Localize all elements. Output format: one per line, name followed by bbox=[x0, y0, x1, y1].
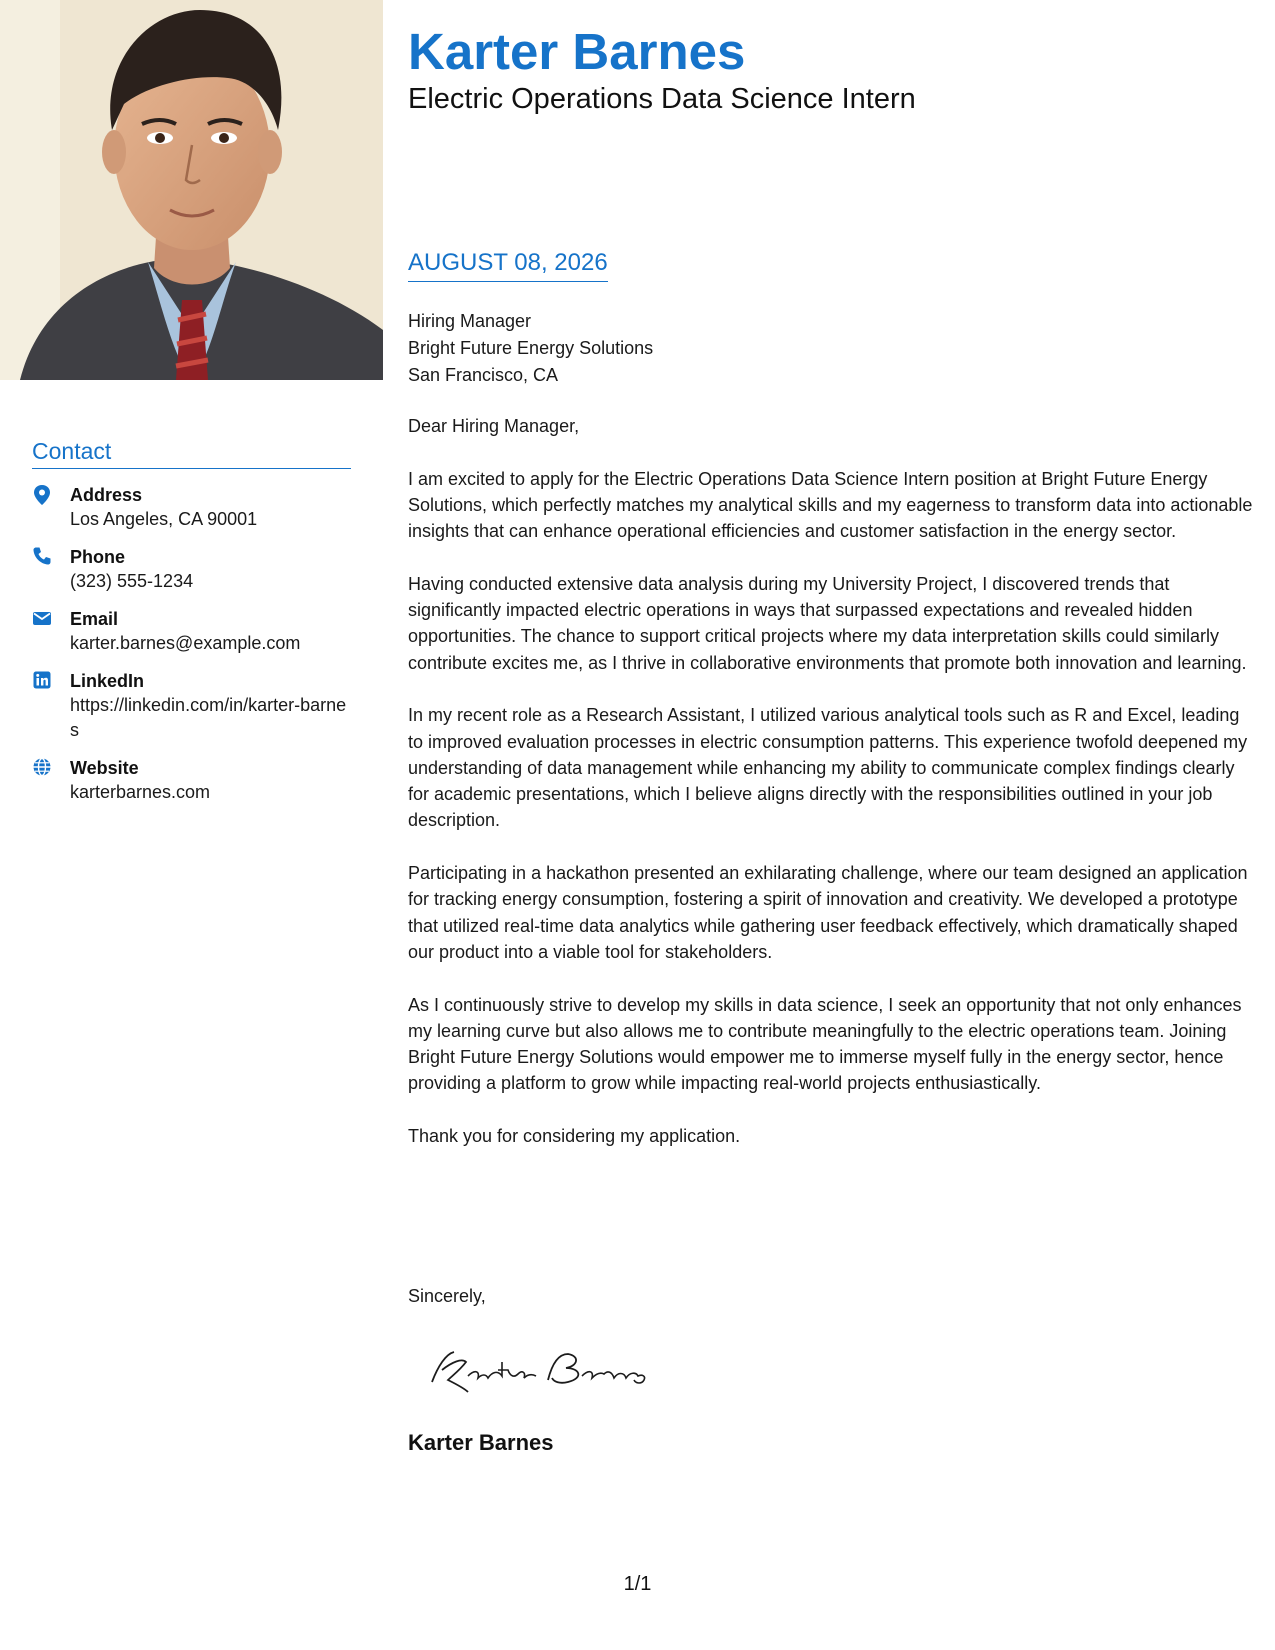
linkedin-icon bbox=[32, 669, 70, 690]
globe-icon bbox=[32, 756, 70, 777]
applicant-name: Karter Barnes bbox=[408, 23, 746, 80]
contact-item-address bbox=[32, 483, 351, 532]
recipient-line: Hiring Manager bbox=[408, 311, 532, 331]
recipient-block bbox=[408, 308, 653, 389]
contact-label: Address bbox=[70, 485, 143, 505]
contact-label: LinkedIn bbox=[70, 671, 145, 691]
handwritten-signature bbox=[418, 1340, 658, 1400]
letter-paragraph: In my recent role as a Research Assistant, I utilized various analytical tools such as R and Excel, leading to improved evaluation processes in electric consumption patterns. This experience twofold deepened my understanding of data management while enhancing my ability to communicate complex findings clearly for academic presentations, which I believe aligns directly with the responsibilities outlined in your job description. bbox=[408, 705, 1248, 831]
contact-heading: Contact bbox=[32, 438, 351, 469]
phone-value: (323) 555-1234 bbox=[70, 571, 194, 591]
job-title: Electric Operations Data Science Intern bbox=[408, 83, 916, 115]
letter-paragraph: As I continuously strive to develop my skills in data science, I seek an opportunity that not only enhances my learning curve but also allows me to contribute meaningfully to the electric operations team. Joining Bright Future Energy Solutions would empower me to immerse myself fully in the energy sector, hence providing a platform to grow while impacting real-world projects enthusiastically. bbox=[408, 994, 1242, 1094]
letter-date: AUGUST 08, 2026 bbox=[408, 249, 608, 282]
letter-paragraph: Having conducted extensive data analysis during my University Project, I discovered trends that significantly impacted electric operations in ways that surpassed expectations and revealed hidden opportunities. The chance to support critical projects where my data interpretation skills could similarly contribute excites me, as I thrive in collaborative environments that promote both innovation and learning. bbox=[408, 573, 1247, 673]
contact-label: Website bbox=[70, 758, 139, 778]
recipient-line: Bright Future Energy Solutions bbox=[408, 338, 654, 358]
linkedin-value[interactable]: https://linkedin.com/in/karter-barnes bbox=[70, 695, 347, 740]
contact-section bbox=[32, 438, 351, 818]
map-pin-icon bbox=[32, 483, 70, 506]
sidebar bbox=[0, 0, 383, 1650]
closing: Sincerely, bbox=[408, 1286, 486, 1306]
page-number: 1/1 bbox=[623, 1573, 652, 1595]
signature-name: Karter Barnes bbox=[408, 1430, 554, 1455]
contact-label: Phone bbox=[70, 547, 126, 567]
salutation: Dear Hiring Manager, bbox=[408, 416, 580, 436]
letter-content bbox=[408, 413, 1253, 1176]
contact-item-email bbox=[32, 607, 351, 656]
contact-item-linkedin bbox=[32, 669, 351, 743]
letter-paragraph: I am excited to apply for the Electric Operations Data Science Intern position at Bright Future Energy Solutions, which perfectly matches my analytical skills and my eagerness to transform data into actionable insights that can enhance operational efficiencies and customer satisfaction in the energy sector. bbox=[408, 468, 1253, 542]
website-value[interactable]: karterbarnes.com bbox=[70, 782, 211, 802]
address-value: Los Angeles, CA 90001 bbox=[70, 509, 258, 529]
email-value[interactable]: karter.barnes@example.com bbox=[70, 633, 301, 653]
contact-item-phone bbox=[32, 545, 351, 594]
contact-label: Email bbox=[70, 609, 119, 629]
profile-photo bbox=[0, 0, 383, 380]
email-icon bbox=[32, 607, 70, 628]
phone-icon bbox=[32, 545, 70, 566]
contact-item-website bbox=[32, 756, 351, 805]
letter-paragraph: Thank you for considering my application. bbox=[408, 1126, 741, 1147]
recipient-line: San Francisco, CA bbox=[408, 365, 559, 385]
letter-paragraph: Participating in a hackathon presented an exhilarating challenge, where our team designed an application for tracking energy consumption, fostering a spirit of innovation and creativity. We developed a prototype that utilized real-time data analytics while gathering user feedback effectively, which dramatically shaped our product into a viable tool for stakeholders. bbox=[408, 863, 1248, 962]
